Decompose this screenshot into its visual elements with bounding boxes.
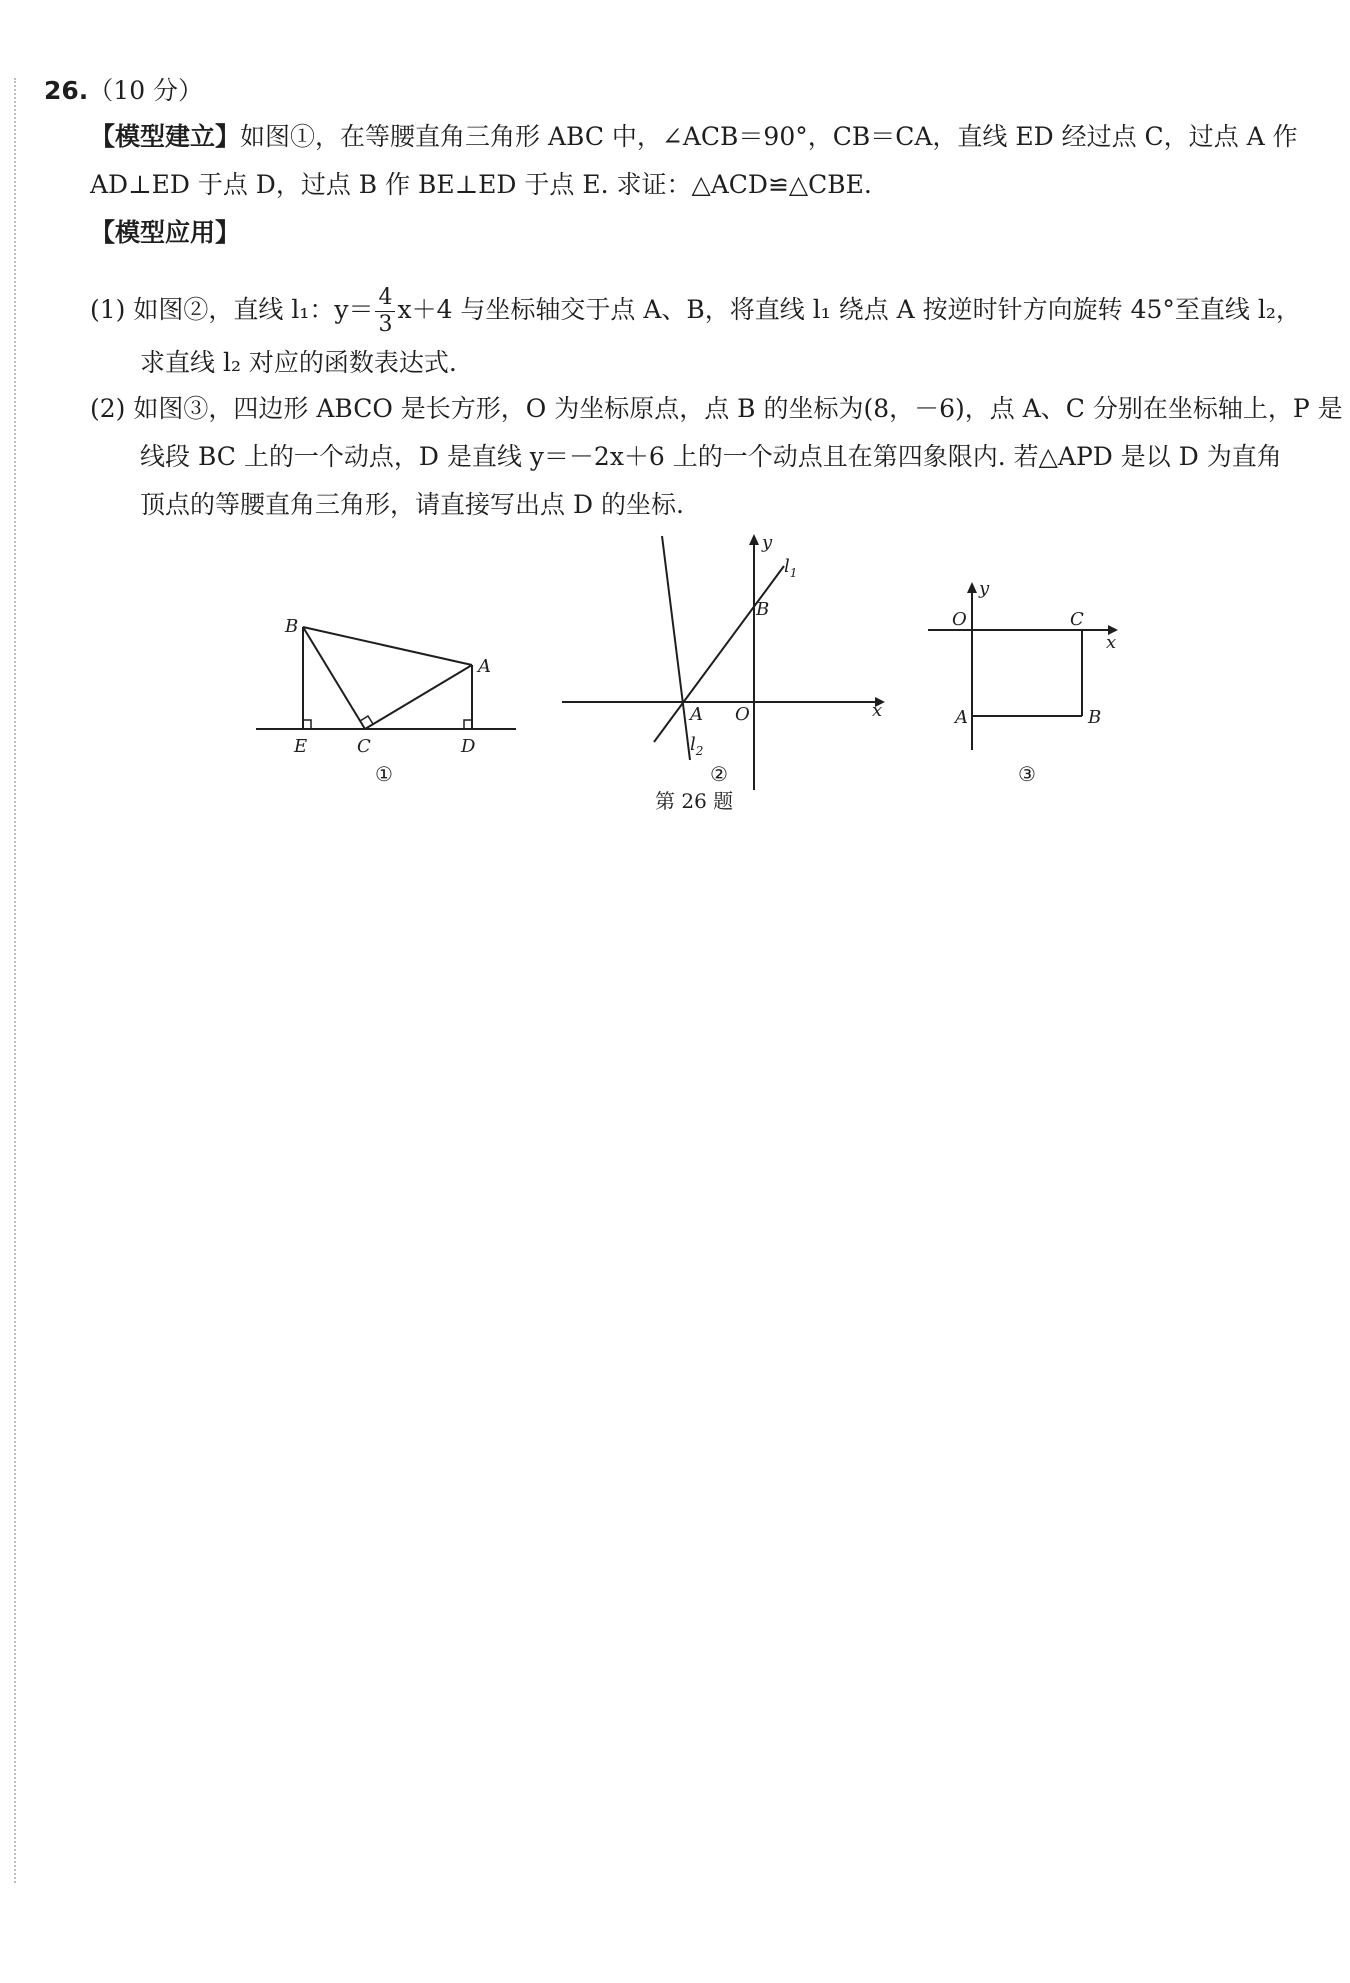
fig1-label-d: D — [461, 736, 476, 757]
figures-group-caption: 第 26 题 — [655, 789, 734, 813]
fig2-label-l2: $l_2$ — [690, 734, 704, 758]
fig3-y-arrow — [967, 582, 977, 593]
fig2-y-arrow — [749, 534, 759, 545]
fig1-segment-ca — [365, 665, 472, 729]
question-points: （10 分） — [88, 76, 204, 105]
fig2-label-a: A — [690, 704, 703, 725]
fig1-label-b: B — [285, 616, 299, 637]
fig1-label-c: C — [357, 736, 371, 757]
part2-label: (2) — [90, 394, 126, 423]
fig1-label-a: A — [478, 656, 491, 677]
model-build-heading: 【模型建立】 — [90, 122, 241, 151]
fig2-line-l1 — [654, 566, 784, 742]
part2-text-3: 顶点的等腰直角三角形，请直接写出点 D 的坐标. — [140, 490, 684, 519]
fig2-label-x: x — [872, 700, 883, 721]
fig3-label-a: A — [955, 707, 968, 728]
fig2-label-y: y — [762, 532, 773, 553]
fig2-label-l1: $l_1$ — [784, 556, 798, 580]
part1-fraction-denominator: 3 — [378, 312, 393, 337]
model-apply-heading: 【模型应用】 — [90, 218, 241, 247]
fig3-label-o: O — [952, 609, 967, 630]
part1-label: (1) — [90, 295, 126, 324]
fig2-label-b: B — [756, 599, 770, 620]
part1-text-b: x＋4 与坐标轴交于点 A、B，将直线 l₁ 绕点 A 按逆时针方向旋转 45°至直线 l₂， — [397, 295, 1301, 324]
fig3-label-x: x — [1106, 632, 1117, 653]
fig1-right-angle-d — [464, 720, 472, 729]
figure-2 — [562, 534, 885, 790]
fig1-segment-ba — [303, 627, 472, 665]
fig3-label-c: C — [1070, 609, 1084, 630]
fig3-label-b: B — [1088, 707, 1102, 728]
part2-text-2: 线段 BC 上的一个动点，D 是直线 y＝－2x＋6 上的一个动点且在第四象限内. 若△APD 是以 D 为直角 — [140, 442, 1282, 471]
fig2-caption: ② — [710, 762, 728, 786]
fig1-segment-bc — [303, 627, 365, 729]
model-build-text-1: 如图①，在等腰直角三角形 ABC 中，∠ACB＝90°，CB＝CA，直线 ED 经过点 C，过点 A 作 — [240, 122, 1298, 151]
part2-text-1: 如图③，四边形 ABCO 是长方形，O 为坐标原点，点 B 的坐标为(8，－6)，点 A、C 分别在坐标轴上，P 是 — [133, 394, 1343, 423]
part1-text-c: 求直线 l₂ 对应的函数表达式. — [140, 348, 457, 377]
fig2-label-o: O — [735, 704, 750, 725]
figure-1 — [256, 627, 516, 729]
fig1-caption: ① — [375, 762, 393, 786]
fig1-right-angle-e — [303, 720, 311, 729]
fig1-label-e: E — [294, 736, 308, 757]
fig3-label-y: y — [979, 578, 990, 599]
part1-fraction-numerator: 4 — [375, 285, 395, 312]
question-number: 26. — [44, 76, 89, 105]
part1-text-a: 如图②，直线 l₁：y＝ — [133, 295, 374, 324]
model-build-text-2: AD⊥ED 于点 D，过点 B 作 BE⊥ED 于点 E. 求证：△ACD≌△CBE. — [90, 170, 872, 199]
fig3-caption: ③ — [1018, 762, 1036, 786]
